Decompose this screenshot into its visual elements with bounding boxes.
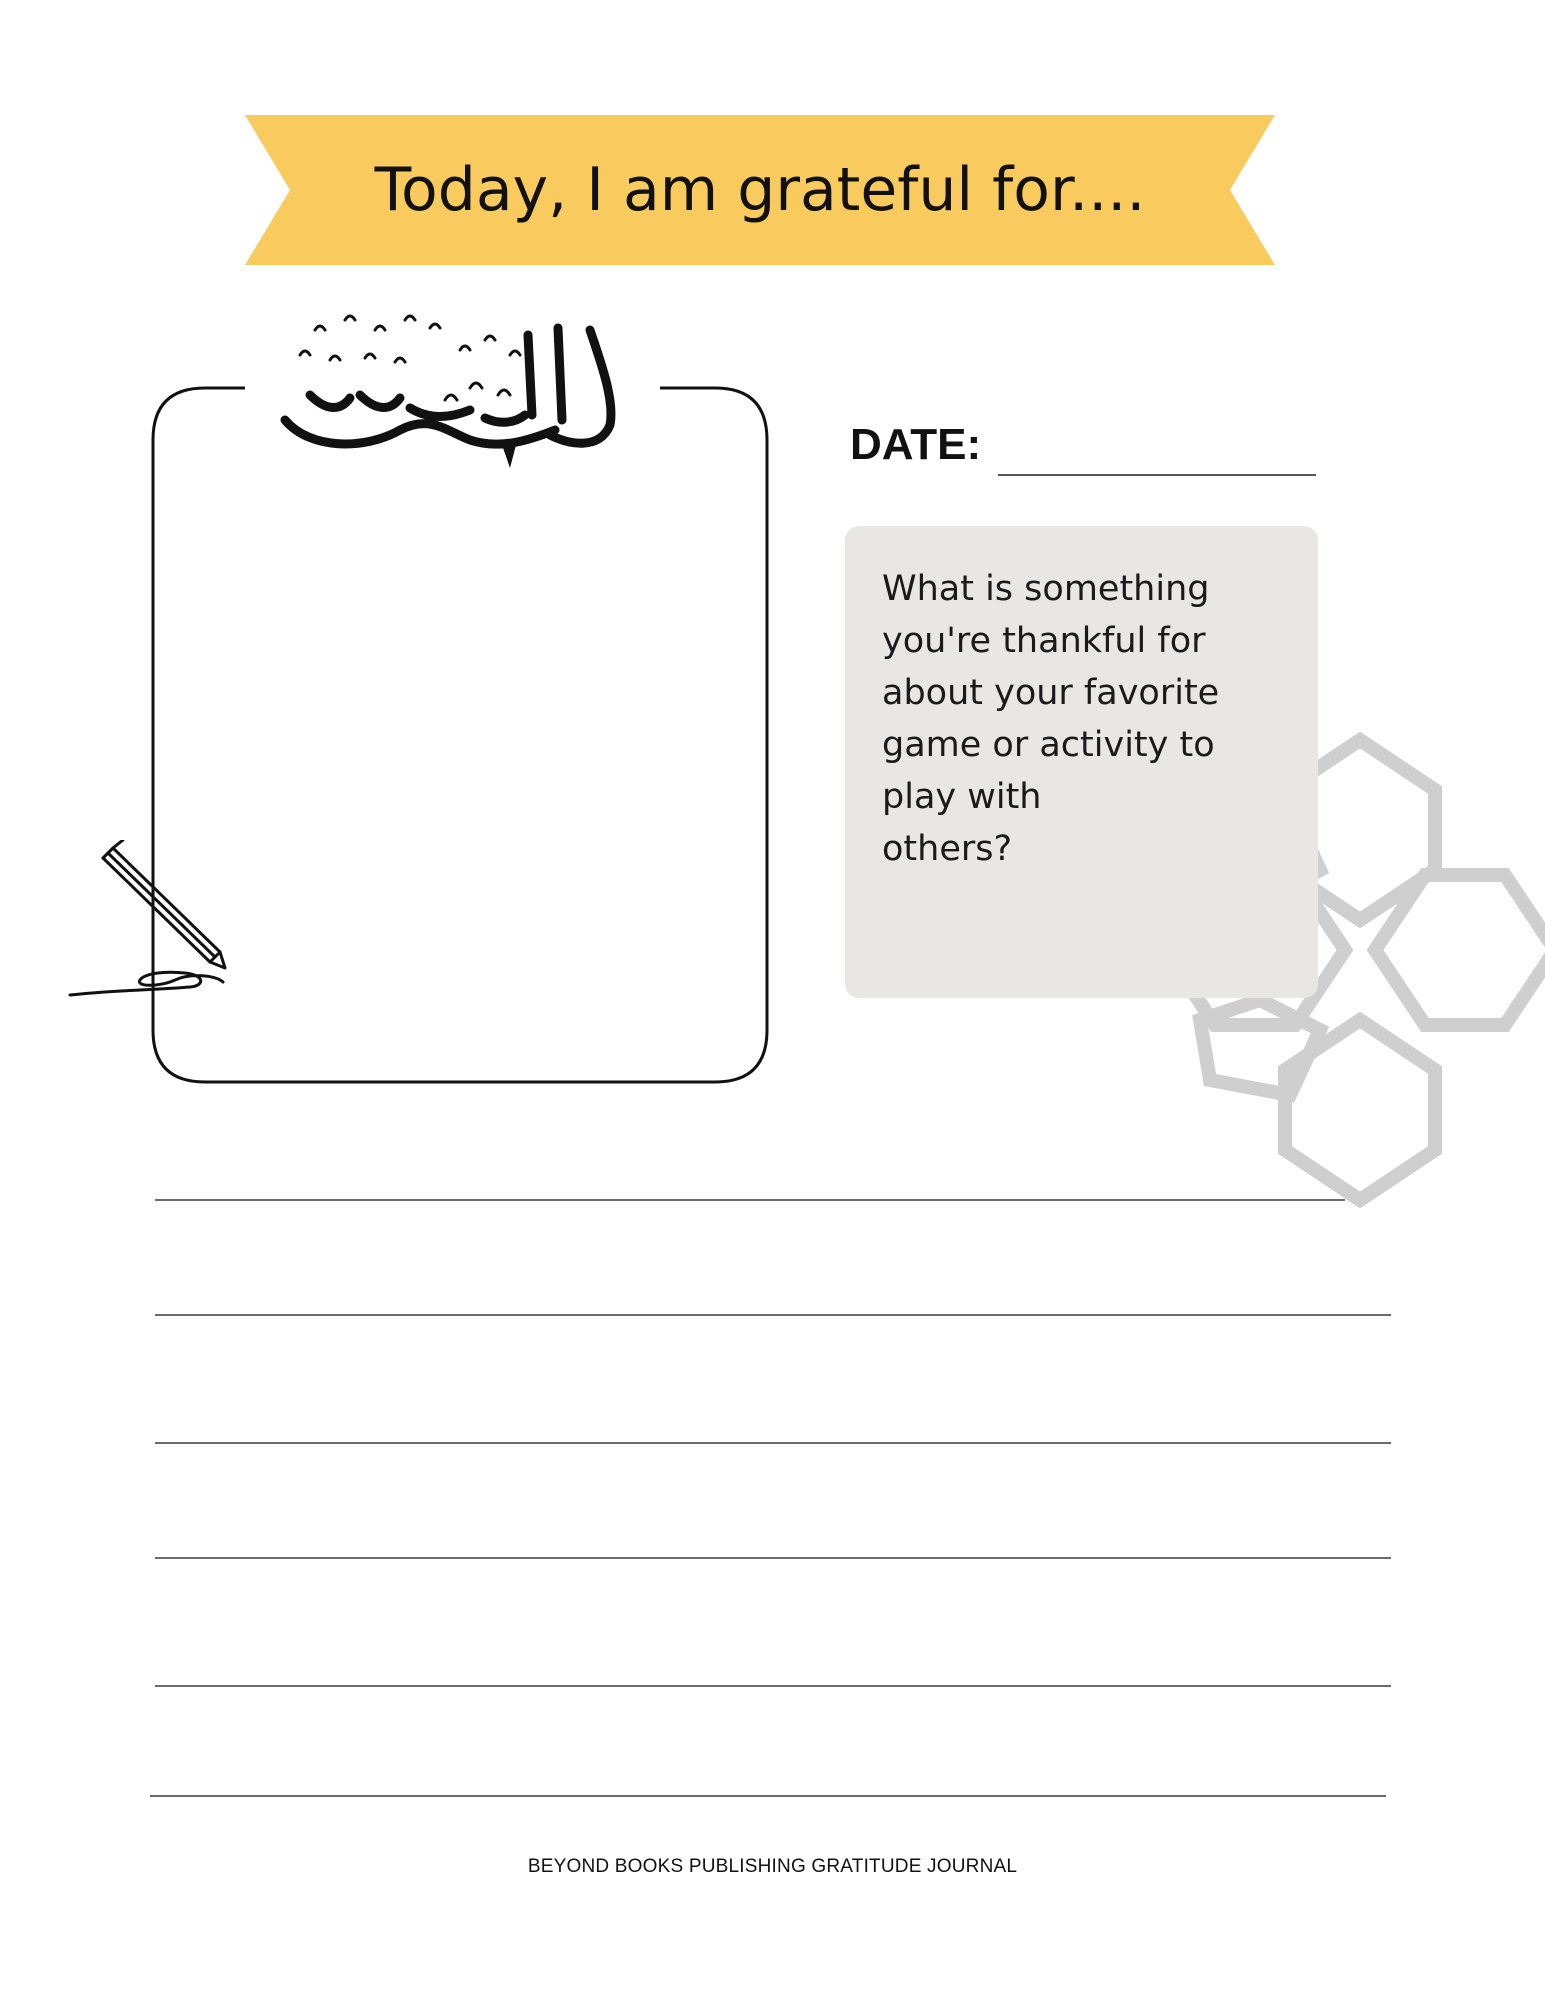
date-input-line[interactable] — [998, 474, 1316, 476]
date-label: DATE: — [850, 420, 982, 469]
writing-line[interactable] — [155, 1314, 1391, 1316]
page-title: Today, I am grateful for.... — [374, 155, 1146, 225]
footer-text: BEYOND BOOKS PUBLISHING GRATITUDE JOURNAL — [527, 1856, 1018, 1877]
writing-line[interactable] — [150, 1795, 1386, 1797]
pencil-scribble-icon — [65, 840, 245, 1015]
writing-line[interactable] — [155, 1685, 1391, 1687]
prompt-question: What is something you're thankful for about your favorite game or activity to play with others? — [882, 569, 1220, 869]
writing-line[interactable] — [155, 1557, 1391, 1559]
alhamdulillah-calligraphy-icon — [270, 300, 640, 470]
writing-line[interactable] — [155, 1442, 1391, 1444]
writing-line[interactable] — [155, 1199, 1345, 1201]
